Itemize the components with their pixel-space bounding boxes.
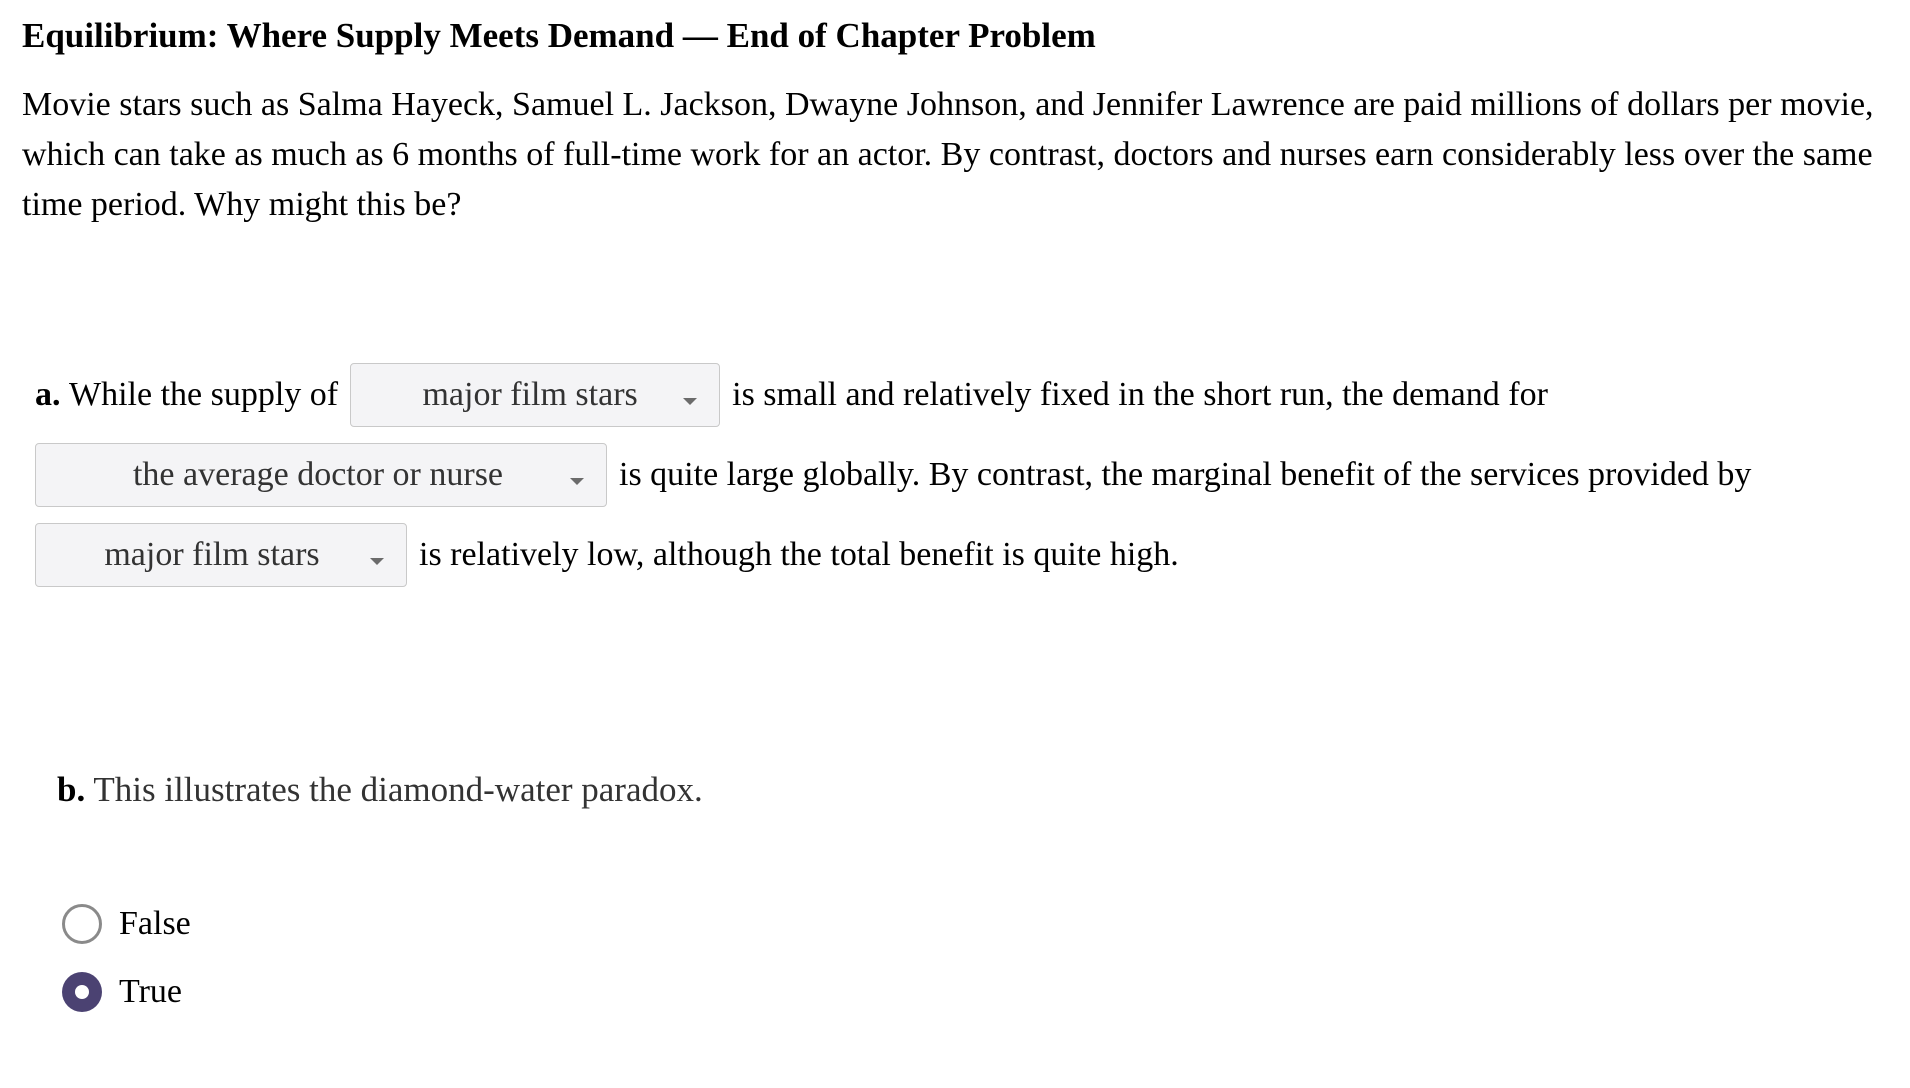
answer-options [62,890,191,1026]
part-a [35,355,1875,595]
part-a-text-4: is relatively low, although the total benefit is quite high. [419,536,1179,573]
part-a-line-3 [35,515,1875,595]
chevron-down-icon [370,558,384,565]
supply-of-dropdown[interactable] [350,363,720,427]
chevron-down-icon [683,398,697,405]
part-a-label: a. [35,376,61,413]
part-a-line-2 [35,435,1875,515]
part-b-text: This illustrates the diamond-water paradox. [93,770,703,809]
part-b-label: b. [57,770,86,809]
services-provided-by-dropdown-value: major film stars [104,536,320,573]
option-true[interactable] [62,958,191,1026]
part-a-line-1 [35,355,1875,435]
option-true-label: True [119,973,182,1010]
demand-for-dropdown-value: the average doctor or nurse [132,456,504,493]
option-false[interactable] [62,890,191,958]
part-b [57,770,703,810]
question-prompt: Movie stars such as Salma Hayeck, Samuel L. Jackson, Dwayne Johnson, and Jennifer Lawrence are paid millions of dollars per movie, which can take as much as 6 months of full-time work for an actor. By contrast, doctors and nurses earn considerably less over the same time period. Why might this be? [22,86,1874,223]
part-a-text-1: While the supply of [69,376,339,413]
part-a-text-2: is small and relatively fixed in the short run, the demand for [732,376,1548,413]
chevron-down-icon [570,478,584,485]
option-false-label: False [119,905,191,942]
demand-for-dropdown[interactable] [35,443,607,507]
problem-container [22,14,1892,230]
part-a-text-3: is quite large globally. By contrast, the marginal benefit of the services provided by [619,456,1752,493]
supply-of-dropdown-value: major film stars [422,376,638,413]
radio-false[interactable] [62,904,102,944]
services-provided-by-dropdown[interactable] [35,523,407,587]
page-title: Equilibrium: Where Supply Meets Demand — End of Chapter Problem [22,16,1096,55]
radio-true[interactable] [62,972,102,1012]
